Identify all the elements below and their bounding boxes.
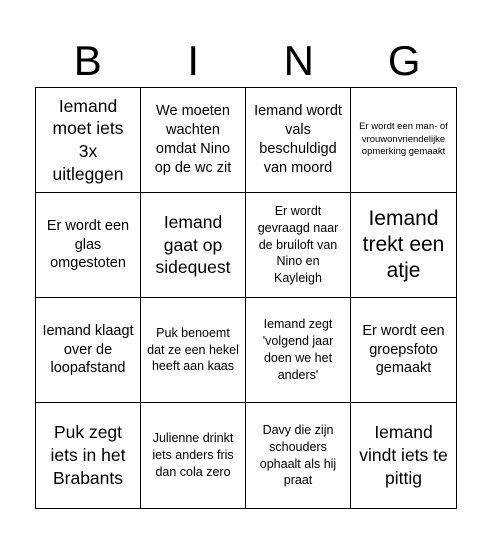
- bingo-cell[interactable]: [351, 88, 456, 193]
- bingo-cell[interactable]: [351, 403, 456, 508]
- bingo-cell-text: We moeten wachten omdat Nino op de wc zit: [154, 103, 232, 176]
- bingo-cell-text: Julienne drinkt iets anders fris dan cola zero: [152, 431, 234, 479]
- bingo-cell-text: Er wordt gevraagd naar de bruiloft van Nino en Kayleigh: [257, 203, 339, 286]
- bingo-cell[interactable]: [246, 298, 351, 403]
- bingo-cell-text: Iemand zegt 'volgend jaar doen we het anders': [262, 317, 334, 382]
- bingo-header: [35, 32, 457, 90]
- bingo-cell[interactable]: [141, 88, 246, 193]
- header-letter-b: B: [73, 37, 102, 84]
- bingo-board: [35, 87, 457, 509]
- bingo-cell-text: Er wordt een glas omgestoten: [46, 217, 130, 272]
- bingo-cell[interactable]: [36, 88, 141, 193]
- bingo-cell-text: Iemand klaagt over de loopafstand: [42, 322, 134, 377]
- header-letter-i: I: [187, 37, 200, 84]
- bingo-cell[interactable]: [351, 298, 456, 403]
- bingo-cell-text: Puk benoemt dat ze een hekel heeft aan kaas: [147, 325, 239, 374]
- bingo-cell[interactable]: [351, 193, 456, 298]
- header-letter-g: G: [387, 37, 421, 84]
- bingo-cell-text: Iemand moet iets 3x uitleggen: [52, 95, 124, 184]
- bingo-cell-text: Er wordt een groepsfoto gemaakt: [362, 322, 445, 377]
- bingo-cell[interactable]: [246, 88, 351, 193]
- header-letter-n: N: [283, 37, 314, 84]
- bingo-cell[interactable]: [141, 403, 246, 508]
- bingo-cell-text: Iemand trekt een atje: [362, 206, 445, 283]
- bingo-cell-text: Iemand vindt iets te pittig: [359, 422, 448, 488]
- bingo-cell[interactable]: [141, 298, 246, 403]
- bingo-cell-text: Puk zegt iets in het Brabants: [50, 422, 126, 488]
- bingo-cell-text: Iemand wordt vals beschuldigd van moord: [254, 103, 342, 176]
- bingo-cell-text: Davy die zijn schouders ophaalt als hij praat: [259, 422, 337, 488]
- bingo-cell-text: Er wordt een man- of vrouwonvriendelijke opmerking gemaakt: [359, 121, 448, 158]
- bingo-cell[interactable]: [246, 193, 351, 298]
- bingo-cell[interactable]: [246, 403, 351, 508]
- bingo-cell[interactable]: [141, 193, 246, 298]
- bingo-cell-text: Iemand gaat op sidequest: [155, 211, 231, 278]
- bingo-cell[interactable]: [36, 403, 141, 508]
- bingo-cell[interactable]: [36, 298, 141, 403]
- bingo-cell[interactable]: [36, 193, 141, 298]
